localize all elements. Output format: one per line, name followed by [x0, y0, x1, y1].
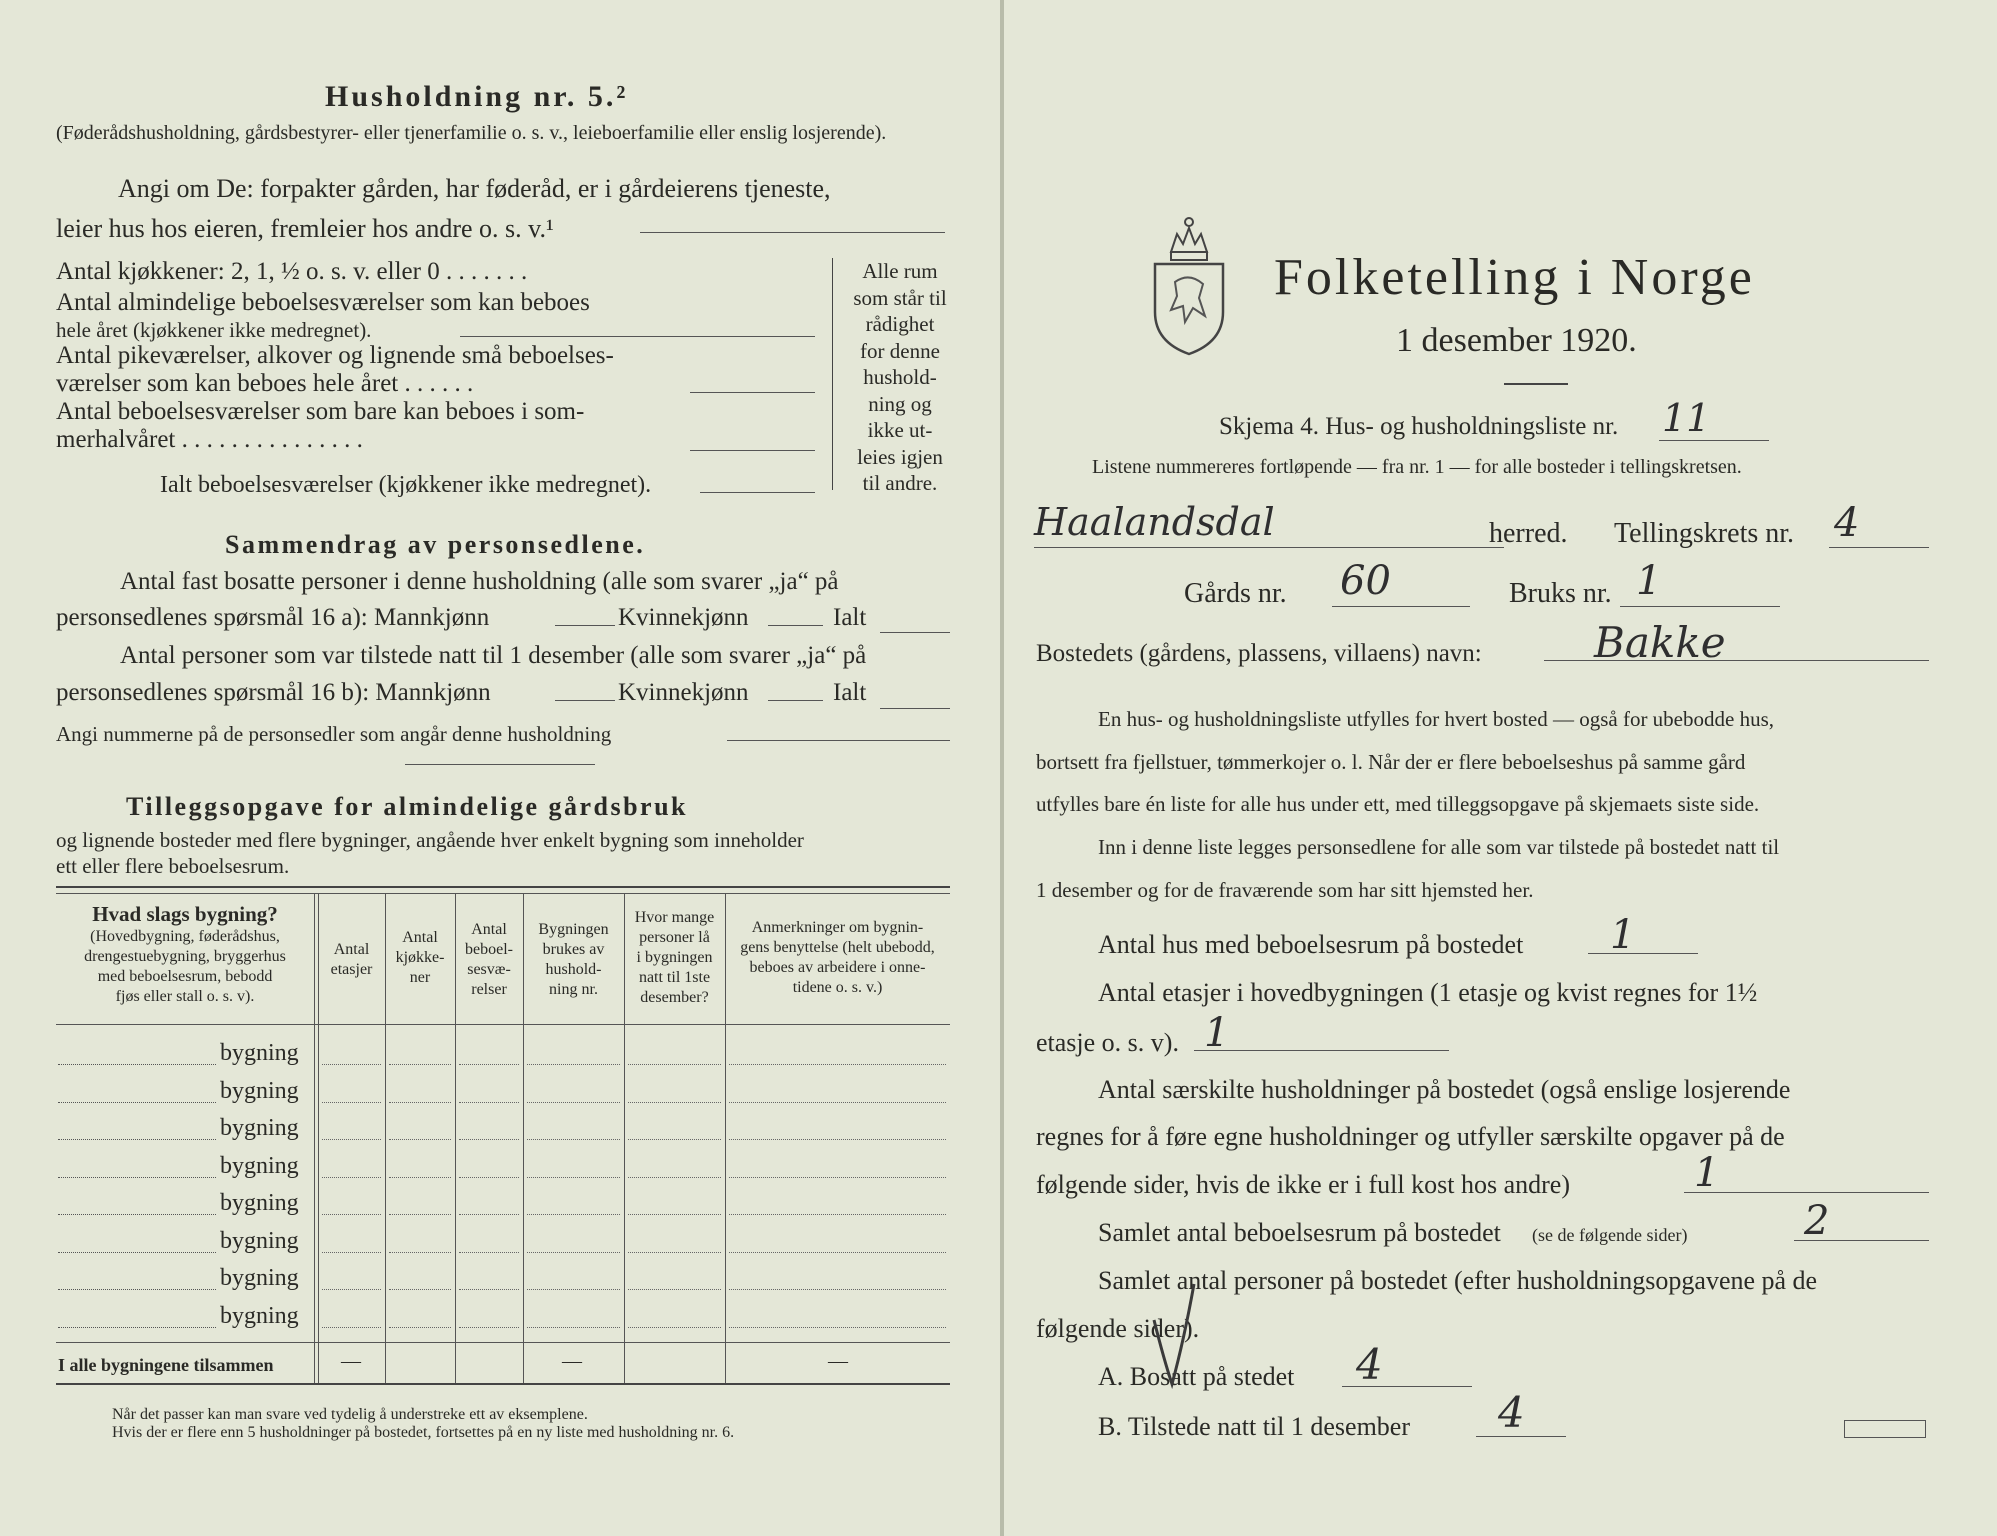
building-cell-line	[389, 1139, 451, 1140]
herred-line	[1034, 547, 1504, 548]
table-top-rule	[56, 886, 950, 888]
a-floors: 1	[1204, 1010, 1230, 1056]
schema-number: 11	[1662, 396, 1711, 440]
rooms-summer-line	[690, 450, 815, 451]
q-resident: A. Bosatt på stedet	[1098, 1362, 1295, 1391]
building-cell-line	[729, 1064, 946, 1065]
gards-line	[1332, 606, 1470, 607]
building-cell-line	[527, 1214, 620, 1215]
building-row-label: bygning	[220, 1077, 299, 1104]
building-row-line	[58, 1177, 216, 1178]
building-row-label: bygning	[220, 1265, 299, 1291]
th-line: Hvor mange	[634, 909, 715, 926]
th-line: Antal	[471, 921, 507, 938]
building-cell-line	[729, 1102, 946, 1103]
q-floors-a: Antal etasjer i hovedbygningen (1 etasje og kvist regnes for 1½	[1098, 978, 1758, 1007]
info-5: 1 desember og for de fraværende som har sitt hjemsted her.	[1036, 878, 1534, 902]
female-label: Kvinnekjønn	[618, 604, 749, 631]
q-households-b: regnes for å føre egne husholdninger og utfyller særskilte opgaver på de	[1036, 1122, 1785, 1151]
schema-line	[1659, 440, 1769, 441]
building-cell-line	[459, 1214, 519, 1215]
th-line: personer lå	[639, 929, 710, 946]
building-cell-line	[459, 1327, 519, 1328]
rooms-ordinary-line	[460, 336, 815, 337]
building-cell-line	[322, 1139, 381, 1140]
th-line: kjøkke-	[395, 949, 445, 966]
q-rooms: Samlet antal beboelsesrum på bostedet	[1098, 1218, 1501, 1247]
th-building-title: Hvad slags bygning?	[92, 902, 278, 926]
schema-label: Skjema 4. Hus- og husholdningsliste nr.	[1219, 413, 1619, 440]
herred-value: Haalandsdal	[1034, 500, 1275, 544]
note-line: til andre.	[862, 471, 938, 495]
krets-number: 4	[1834, 500, 1860, 546]
building-cell-line	[729, 1139, 946, 1140]
summary-p2b: personsedlenes spørsmål 16 b): Mannkjønn	[56, 679, 491, 706]
building-cell-line	[527, 1289, 620, 1290]
th-remarks	[725, 918, 950, 998]
total-fixed-line	[880, 632, 950, 633]
q-households-c: følgende sider, hvis de ikke er i full kost hos andre)	[1036, 1170, 1570, 1199]
table-top-rule-2	[56, 893, 950, 894]
th-line: drengestuebygning, bryggerhus	[84, 948, 286, 965]
building-row-line	[58, 1327, 216, 1328]
supplement-title: Tilleggsopgave for almindelige gårdsbruk	[126, 792, 689, 821]
summary-p1a: Antal fast bosatte personer i denne husholdning (alle som svarer „ja“ på	[120, 568, 839, 595]
gards-number: 60	[1340, 558, 1391, 604]
bruks-line	[1620, 606, 1780, 607]
female-label-2: Kvinnekjønn	[618, 679, 749, 706]
angi-answer-line	[640, 232, 945, 233]
household-title: Husholdning nr. 5.²	[325, 80, 629, 113]
th-line: Antal	[402, 929, 438, 946]
krets-line	[1829, 547, 1929, 548]
q-present: B. Tilstede natt til 1 desember	[1098, 1412, 1410, 1441]
th-line: beboel-	[465, 941, 513, 958]
separator	[405, 764, 595, 765]
note-line: som står til	[853, 285, 947, 310]
note-line: leies igjen	[857, 444, 943, 469]
th-line: etasjer	[330, 961, 373, 978]
a-houses-line	[1588, 953, 1698, 954]
building-cell-line	[322, 1177, 381, 1178]
building-cell-line	[322, 1102, 381, 1103]
bruks-label: Bruks nr.	[1509, 578, 1612, 609]
numbers-line	[727, 740, 950, 741]
a-households-line	[1684, 1192, 1929, 1193]
building-cell-line	[729, 1252, 946, 1253]
th-floors	[318, 940, 385, 980]
building-cell-line	[389, 1177, 451, 1178]
building-cell-line	[459, 1139, 519, 1140]
building-cell-line	[729, 1214, 946, 1215]
building-cell-line	[389, 1214, 451, 1215]
th-line: ner	[409, 969, 431, 986]
a-rooms-line	[1794, 1240, 1929, 1241]
rooms-small-b: værelser som kan beboes hele året . . . . . .	[56, 370, 474, 397]
rooms-small-a: Antal pikeværelser, alkover og lignende små beboelses-	[56, 342, 614, 369]
bosted-line	[1544, 660, 1929, 661]
building-cell-line	[459, 1252, 519, 1253]
rooms-kitchens: Antal kjøkkener: 2, 1, ½ o. s. v. eller 0 . . . . . . .	[56, 258, 528, 285]
th-used-by	[523, 920, 624, 1000]
q-households-a: Antal særskilte husholdninger på bostedet (også enslige losjerende	[1098, 1075, 1791, 1104]
bosted-value: Bakke	[1594, 618, 1726, 667]
building-cell-line	[729, 1289, 946, 1290]
building-row-line	[58, 1102, 216, 1103]
col-rule	[314, 893, 315, 1383]
a-floors-line	[1194, 1050, 1449, 1051]
building-cell-line	[628, 1214, 721, 1215]
rooms-total-line	[700, 492, 815, 493]
building-cell-line	[729, 1327, 946, 1328]
census-date: 1 desember 1920.	[1396, 322, 1637, 359]
building-cell-line	[628, 1064, 721, 1065]
angi-line-2: leier hus hos eieren, fremleier hos andre o. s. v.¹	[56, 214, 554, 243]
supplement-text-2: ett eller flere beboelsesrum.	[56, 854, 290, 878]
info-2: bortsett fra fjellstuer, tømmerkojer o. l. Når der er flere beboelseshus på samme gård	[1036, 750, 1746, 774]
building-cell-line	[527, 1139, 620, 1140]
footnote-1: Når det passer kan man svare ved tydelig å understreke ett av eksemplene.	[112, 1406, 588, 1423]
building-row-line	[58, 1252, 216, 1253]
th-persons	[624, 908, 725, 1008]
rooms-summer-a: Antal beboelsesværelser som bare kan beboes i som-	[56, 398, 585, 425]
a-households: 1	[1694, 1150, 1720, 1196]
q-rooms-note: (se de følgende sider)	[1532, 1225, 1688, 1245]
th-line: fjøs eller stall o. s. v).	[115, 988, 255, 1005]
building-cell-line	[459, 1289, 519, 1290]
summary-p1b: personsedlenes spørsmål 16 a): Mannkjønn	[56, 604, 490, 631]
th-line: Anmerkninger om bygnin-	[751, 919, 924, 936]
th-kitchens	[385, 928, 455, 988]
building-cell-line	[389, 1327, 451, 1328]
note-line: for denne	[860, 338, 940, 363]
summary-title: Sammendrag av personsedlene.	[225, 530, 646, 559]
listene-note: Listene nummereres fortløpende — fra nr. 1 — for alle bosteder i tellingskretsen.	[1092, 456, 1742, 478]
building-cell-line	[389, 1102, 451, 1103]
th-line: hushold-	[545, 961, 602, 978]
building-cell-line	[527, 1177, 620, 1178]
building-cell-line	[527, 1102, 620, 1103]
krets-label: Tellingskrets nr.	[1614, 518, 1795, 549]
building-cell-line	[459, 1102, 519, 1103]
q-persons-a: Samlet antal personer på bostedet (efter husholdningsopgavene på de	[1098, 1266, 1818, 1295]
total-dash-remarks: —	[828, 1350, 848, 1372]
th-line: Antal	[333, 941, 370, 958]
info-1: En hus- og husholdningsliste utfylles for hvert bosted — også for ubebodde hus,	[1098, 707, 1774, 731]
building-row-label: bygning	[220, 1152, 299, 1179]
a-rooms: 2	[1804, 1198, 1830, 1244]
total-dash-floors: —	[341, 1350, 361, 1372]
building-cell-line	[322, 1327, 381, 1328]
building-cell-line	[389, 1252, 451, 1253]
building-cell-line	[322, 1064, 381, 1065]
rooms-summer-b: merhalvåret . . . . . . . . . . . . . . .	[56, 426, 363, 453]
q-persons-b: følgende sider).	[1036, 1314, 1200, 1343]
th-line: desember?	[640, 989, 709, 1006]
th-line: tidene o. s. v.)	[792, 979, 883, 996]
note-line: Alle rum	[862, 259, 938, 283]
info-3: utfylles bare én liste for alle hus under ett, med tilleggsopgave på skjemaets siste side.	[1036, 792, 1760, 816]
angi-line-1: Angi om De: forpakter gården, har føderåd, er i gårdeierens tjeneste,	[118, 174, 831, 203]
a-present: 4	[1498, 1388, 1525, 1437]
info-4: Inn i denne liste legges personsedlene for alle som var tilstede på bostedet natt til	[1098, 835, 1780, 859]
summary-numbers: Angi nummerne på de personsedler som angår denne husholdning	[56, 722, 612, 746]
th-line: brukes av	[542, 941, 605, 958]
rooms-small-line	[690, 392, 815, 393]
building-row-line	[58, 1289, 216, 1290]
gards-label: Gårds nr.	[1184, 578, 1287, 609]
herred-label: herred.	[1489, 518, 1568, 549]
a-houses: 1	[1610, 912, 1636, 958]
building-row-line	[58, 1064, 216, 1065]
q-floors-b: etasje o. s. v).	[1036, 1028, 1179, 1057]
table-bottom-rule	[56, 1383, 950, 1385]
note-line: rådighet	[865, 312, 935, 336]
right-page	[1004, 0, 1997, 1536]
total-label: Ialt	[833, 604, 867, 631]
summary-p2a: Antal personer som var tilstede natt til 1 desember (alle som svarer „ja“ på	[120, 642, 867, 669]
rooms-ordinary-b: hele året (kjøkkener ikke medregnet).	[56, 318, 372, 342]
th-building-type	[58, 902, 312, 1007]
female-fixed-line	[768, 625, 823, 626]
building-row-line	[58, 1139, 216, 1140]
th-line: Bygningen	[538, 921, 609, 938]
building-cell-line	[527, 1327, 620, 1328]
building-cell-line	[459, 1177, 519, 1178]
th-line: gens benyttelse (helt ubebodd,	[740, 939, 935, 956]
building-row-label: bygning	[220, 1227, 299, 1254]
building-row-label: bygning	[220, 1190, 299, 1216]
female-present-line	[768, 700, 823, 701]
building-cell-line	[322, 1214, 381, 1215]
th-line: ning nr.	[549, 981, 598, 998]
male-present-line	[555, 700, 615, 701]
building-cell-line	[459, 1064, 519, 1065]
rooms-total: Ialt beboelsesværelser (kjøkkener ikke medregnet).	[160, 472, 652, 498]
table-total-label: I alle bygningene tilsammen	[58, 1355, 274, 1375]
th-line: i bygningen	[636, 949, 713, 966]
building-cell-line	[628, 1102, 721, 1103]
printer-stamp	[1844, 1420, 1926, 1438]
building-cell-line	[322, 1289, 381, 1290]
total-present-line	[880, 708, 950, 709]
rooms-ordinary-a: Antal almindelige beboelsesværelser som kan beboes	[56, 289, 590, 316]
bosted-label: Bostedets (gårdens, plassens, villaens) navn:	[1036, 640, 1482, 667]
table-total-rule	[56, 1342, 950, 1343]
household-intro: (Føderådshusholdning, gårdsbestyrer- eller tjenerfamilie o. s. v., leieboerfamilie eller enslig losjerende).	[56, 122, 887, 144]
table-header-rule	[56, 1024, 950, 1025]
q-houses: Antal hus med beboelsesrum på bostedet	[1098, 930, 1524, 959]
th-building-sub	[58, 927, 312, 1007]
footnote-2: Hvis der er flere enn 5 husholdninger på bostedet, fortsettes på en ny liste med husholdning nr. 6.	[112, 1424, 735, 1441]
coat-of-arms-icon	[1149, 212, 1229, 358]
th-line: (Hovedbygning, føderådshus,	[90, 928, 280, 945]
a-resident-line	[1342, 1386, 1472, 1387]
a-present-line	[1476, 1436, 1566, 1437]
building-row-line	[58, 1214, 216, 1215]
building-cell-line	[628, 1177, 721, 1178]
th-line: natt til 1ste	[638, 969, 711, 986]
building-cell-line	[389, 1064, 451, 1065]
building-cell-line	[389, 1289, 451, 1290]
building-row-label: bygning	[220, 1040, 299, 1066]
th-line: sesvæ-	[467, 961, 511, 978]
male-fixed-line	[555, 625, 615, 626]
building-row-label: bygning	[220, 1302, 299, 1329]
building-cell-line	[628, 1327, 721, 1328]
building-cell-line	[527, 1252, 620, 1253]
building-cell-line	[527, 1064, 620, 1065]
building-cell-line	[628, 1252, 721, 1253]
rooms-brace	[832, 258, 839, 490]
th-rooms	[455, 920, 523, 1000]
pencil-check-mark-icon	[1144, 1280, 1204, 1390]
building-cell-line	[729, 1177, 946, 1178]
title-rule	[1504, 383, 1568, 385]
building-cell-line	[628, 1139, 721, 1140]
note-line: hushold-	[863, 365, 937, 389]
building-cell-line	[628, 1289, 721, 1290]
census-title: Folketelling i Norge	[1274, 249, 1755, 306]
supplement-text-1: og lignende bosteder med flere bygninger, angående hver enkelt bygning som inneholder	[56, 828, 804, 852]
th-line: relser	[471, 981, 507, 998]
a-resident: 4	[1356, 1340, 1383, 1389]
total-label-2: Ialt	[833, 679, 867, 706]
rooms-note	[845, 258, 955, 497]
building-cell-line	[322, 1252, 381, 1253]
bruks-number: 1	[1636, 558, 1662, 604]
note-line: ning og	[868, 391, 932, 416]
note-line: ikke ut-	[867, 418, 933, 442]
th-line: beboes av arbeidere i onne-	[749, 959, 926, 976]
building-row-label: bygning	[220, 1115, 299, 1141]
total-dash-household: —	[562, 1350, 582, 1372]
th-line: med beboelsesrum, bebodd	[97, 968, 273, 985]
